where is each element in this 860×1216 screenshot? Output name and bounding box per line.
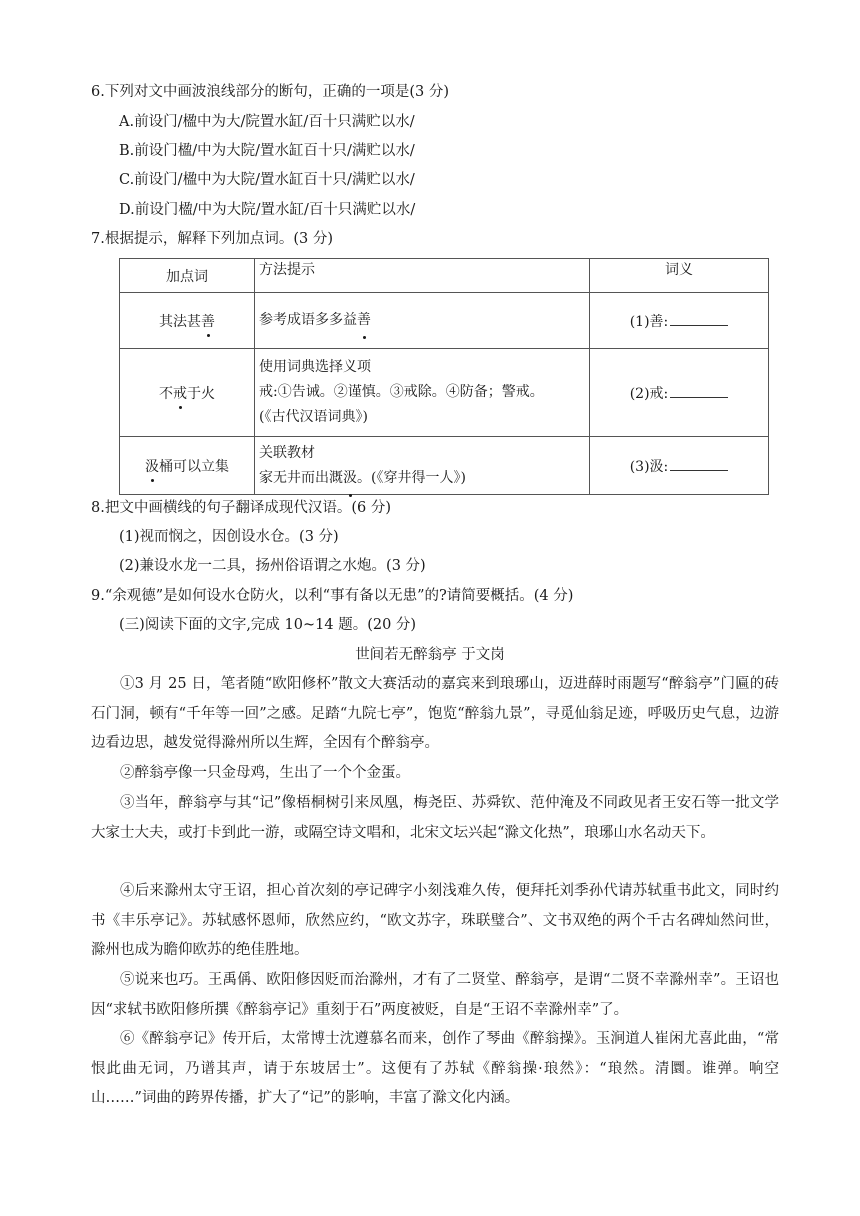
q6-option-a: A.前设门/楹中为大/院置水缸/百十只满贮以水/ (119, 114, 415, 130)
article-paragraph-2: ②醉翁亭像一只金母鸡，生出了一个个金蛋。 (120, 765, 410, 781)
q7-stem: 7.根据提示，解释下列加点词。(3 分) (91, 231, 333, 247)
dotted-char: 戒 (173, 383, 187, 403)
article-title: 世间若无醉翁亭 于文岗 (355, 647, 505, 663)
dotted-char: 善 (357, 308, 371, 333)
dotted-char: 汲 (145, 456, 159, 476)
q8-item-2: (2)兼设水龙一二具，扬州俗语谓之水炮。(3 分) (119, 558, 426, 574)
hint-cell: 关联教材 家无井而出溉汲。(《穿井得一人》) (255, 437, 590, 495)
vocab-table (119, 258, 769, 495)
article-paragraph-3: ③当年，醉翁亭与其“记”像梧桐树引来凤凰，梅尧臣、苏舜钦、范仲淹及不同政见者王安石等一批文学大家士大夫，或打卡到此一游，或隔空诗文唱和，北宋文坛兴起“滁文化热”，琅琊山水名动天下。 (91, 795, 779, 841)
table-row (120, 349, 769, 437)
section3-heading: (三)阅读下面的文字,完成 10~14 题。(20 分) (119, 617, 417, 633)
word-cell: 汲桶可以立集 (120, 437, 255, 495)
answer-cell: (1)善: (590, 293, 769, 349)
table-header-row (120, 259, 769, 293)
hint-cell: 参考成语多多益善 (255, 293, 590, 349)
q8-stem: 8.把文中画横线的句子翻译成现代汉语。(6 分) (91, 500, 391, 516)
q6-option-c: C.前设门/楹中为大院/置水缸百十只/满贮以水/ (119, 172, 415, 188)
answer-blank[interactable] (670, 311, 728, 326)
header-hint: 方法提示 (255, 259, 590, 293)
dotted-char: 汲 (343, 466, 357, 491)
word-cell: 不戒于火 (120, 349, 255, 437)
answer-cell: (3)汲: (590, 437, 769, 495)
article-paragraph-4: ④后来滁州太守王诏，担心首次刻的亭记碑字小刻浅难久传，便拜托刘季孙代请苏轼重书此文，同时约书《丰乐亭记》。苏轼感怀恩师，欣然应约，“欧文苏字，珠联璧合”、文书双绝的两个千古名碑灿然问世，滁州也成为瞻仰欧苏的绝佳胜地。 (91, 883, 779, 958)
q6-option-d: D.前设门楹/中为大院/置水缸/百十只满贮以水/ (119, 202, 416, 218)
q6-option-b: B.前设门楹/中为大院/置水缸百十只/满贮以水/ (119, 143, 415, 159)
table-row (120, 437, 769, 495)
answer-blank[interactable] (670, 456, 728, 471)
article-paragraph-1: ①3 月 25 日，笔者随“欧阳修杯”散文大赛活动的嘉宾来到琅琊山，迈进薛时雨题写“醉翁亭”门匾的砖石门洞，顿有“千年等一回”之感。足踏“九院七亭”，饱览“醉翁九景”，寻觅仙翁足迹，呼吸历史气息，边游边看边思，越发觉得滁州所以生辉，全因有个醉翁亭。 (91, 676, 779, 751)
answer-blank[interactable] (670, 383, 728, 398)
q6-stem: 6.下列对文中画波浪线部分的断句，正确的一项是(3 分) (91, 84, 449, 100)
article-paragraph-5: ⑤说来也巧。王禹偁、欧阳修因贬而治滁州，才有了二贤堂、醉翁亭，是谓“二贤不幸滁州幸”。王诏也因“求轼书欧阳修所撰《醉翁亭记》重刻于石”两度被贬，自是“王诏不幸滁州幸”了。 (91, 972, 779, 1018)
q8-item-1: (1)视而悯之，因创设水仓。(3 分) (119, 529, 339, 545)
answer-cell: (2)戒: (590, 349, 769, 437)
dotted-char: 善 (201, 311, 215, 331)
hint-cell: 使用词典选择义项 戒:①告诫。②谨慎。③戒除。④防备；警戒。 (《古代汉语词典》) (255, 349, 590, 437)
q9-stem: 9.“余观德”是如何设水仓防火，以利“事有备以无患”的?请简要概括。(4 分) (91, 588, 574, 604)
header-meaning: 词义 (590, 259, 769, 293)
header-word: 加点词 (120, 259, 255, 293)
table-row (120, 293, 769, 349)
word-cell: 其法甚善 (120, 293, 255, 349)
article-paragraph-6: ⑥《醉翁亭记》传开后，太常博士沈遵慕名而来，创作了琴曲《醉翁操》。玉涧道人崔闲尤喜此曲，“常恨此曲无词，乃谱其声，请于东坡居士”。这便有了苏轼《醉翁操·琅然》：“琅然。清圜。谁弹。响空山……”词曲的跨界传播，扩大了“记”的影响，丰富了滁文化内涵。 (91, 1031, 779, 1106)
